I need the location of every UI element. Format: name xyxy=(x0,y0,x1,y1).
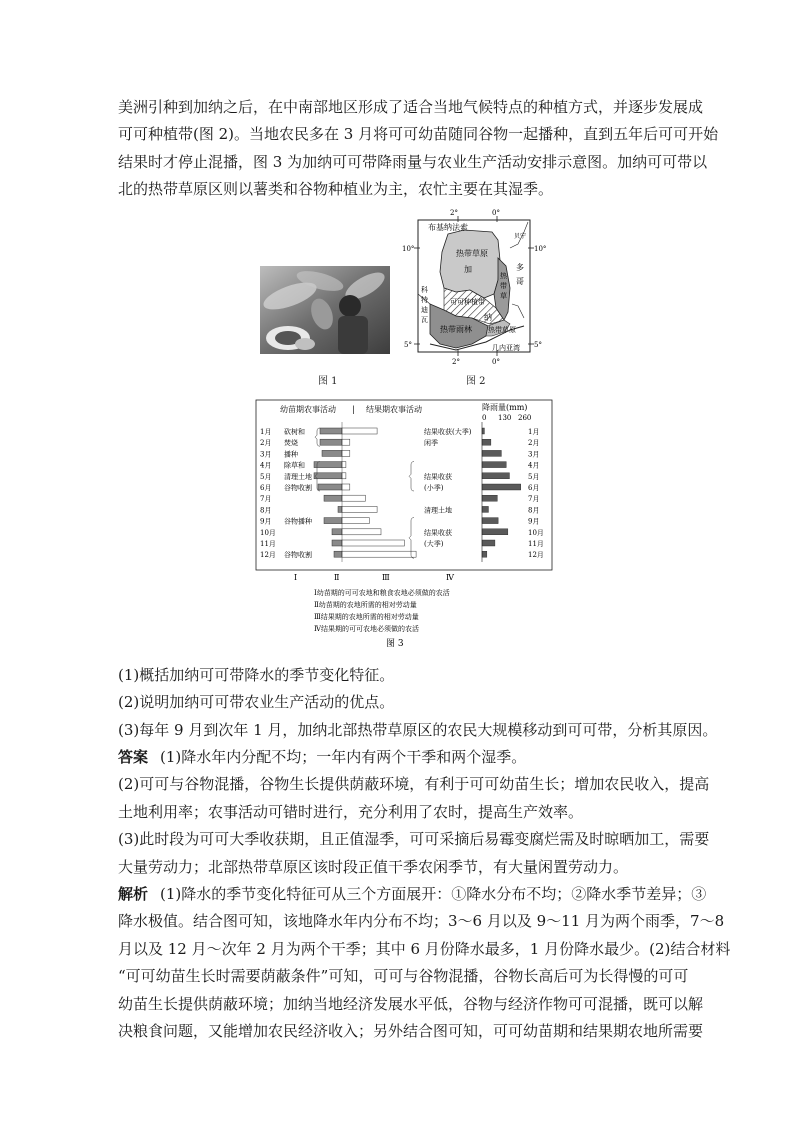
bar-fruiting-labor xyxy=(342,450,350,456)
intro-line: 美洲引种到加纳之后，在中南部地区形成了适合当地气候特点的种植方式，并逐步发展成 xyxy=(118,98,704,116)
bar-rainfall xyxy=(482,540,495,546)
lon-top-left: 2° xyxy=(450,209,458,217)
lon-bottom-left: 2° xyxy=(452,358,460,366)
seedling-activity-label: 清理土地 xyxy=(284,472,312,481)
fruiting-activity-label: 结果收获(大季) xyxy=(424,428,472,436)
lat-left-bottom: 5° xyxy=(404,341,412,349)
answer-line: 大量劳动力；北部热带草原区该时段正值干季农闲季节，有大量闲置劳动力。 xyxy=(118,857,629,876)
month-label-left: 10月 xyxy=(260,528,276,537)
month-label-right: 9月 xyxy=(528,517,540,526)
fruiting-activity-label: 结果收获 xyxy=(424,472,452,481)
lat-right-top: 10° xyxy=(534,245,547,253)
answer-keyword: 答案 xyxy=(118,748,149,766)
bar-rainfall xyxy=(482,439,491,445)
fruiting-activity-label: 清理土地 xyxy=(424,506,452,515)
farming-rainfall-chart xyxy=(254,398,554,648)
answer-line: (3)此时段为可可大季收获期，且正值湿季，可可采摘后易霉变腐烂需及时晾晒加工，需要 xyxy=(118,830,710,849)
answer-text: (1)降水年内分配不均；一年内有两个干季和两个湿季。 xyxy=(160,748,527,766)
label-cocoa-belt: 可可种植带 xyxy=(450,298,485,306)
bar-rainfall xyxy=(482,484,521,490)
month-label-left: 9月 xyxy=(260,517,272,526)
lon-bottom-right: 0° xyxy=(492,358,500,366)
figure-1-caption: 图 1 xyxy=(318,376,338,387)
month-label-right: 5月 xyxy=(528,472,540,481)
label-gulf: 几内亚湾 xyxy=(492,344,520,352)
figure-3-caption: 图 3 xyxy=(386,639,404,648)
month-label-left: 1月 xyxy=(260,428,272,436)
axis-label-3: Ⅲ xyxy=(382,573,390,582)
bar-rainfall xyxy=(482,551,487,557)
questions xyxy=(118,662,718,744)
month-label-right: 7月 xyxy=(528,495,540,504)
question-1: (1)概括加纳可可带降水的季节变化特征。 xyxy=(118,666,395,684)
figure-1-photo xyxy=(260,266,390,354)
chart-rows xyxy=(260,422,544,562)
intro-line: 可可种植带(图 2)。当地农民多在 3 月将可可幼苗随同谷物一起播种，直到五年后可可开始 xyxy=(118,125,719,144)
intro-line: 结果时才停止混播，图 3 为加纳可可带降雨量与农业生产活动安排示意图。加纳可可带以 xyxy=(118,152,708,171)
label-benin: 贝宁 xyxy=(514,233,527,240)
bar-seedling-labor xyxy=(338,506,342,512)
month-label-left: 5月 xyxy=(260,472,272,481)
cocoa-farmer-image xyxy=(260,266,390,354)
bar-seedling-labor xyxy=(324,518,342,524)
month-label-left: 6月 xyxy=(260,484,272,492)
bar-seedling-labor xyxy=(324,495,342,501)
label-civ-3: 迪 xyxy=(421,306,428,314)
bar-fruiting-labor xyxy=(342,540,404,546)
figure-2-caption: 图 2 xyxy=(466,376,486,387)
month-label-right: 4月 xyxy=(528,461,540,470)
rain-tick-0: 0 xyxy=(482,414,487,422)
bar-seedling-labor xyxy=(322,450,342,456)
label-civ-4: 瓦 xyxy=(421,316,428,324)
bar-seedling-labor xyxy=(314,473,342,479)
legend-1: Ⅰ幼苗期的可可农地和粮食农地必须做的农活 xyxy=(314,589,450,597)
bar-seedling-labor xyxy=(334,551,342,557)
brace xyxy=(409,462,414,491)
rain-tick-130: 130 xyxy=(498,414,512,422)
bar-fruiting-labor xyxy=(342,462,346,468)
month-label-left: 2月 xyxy=(260,439,272,448)
answer-line-1 xyxy=(118,744,688,771)
seedling-activity-label: 谷物播种 xyxy=(284,517,312,526)
bar-seedling-labor xyxy=(320,439,342,445)
bar-rainfall xyxy=(482,518,498,524)
bar-seedling-labor xyxy=(318,484,342,490)
answer-line: (2)可可与谷物混播，谷物生长提供荫蔽环境，有利于可可幼苗生长；增加农民收入，提高 xyxy=(118,775,710,794)
month-label-left: 11月 xyxy=(260,540,276,548)
fruiting-activity-label: 结果收获 xyxy=(424,528,452,537)
figure-2-map xyxy=(400,208,550,368)
seedling-activity-label: 谷物收割 xyxy=(284,484,312,492)
analysis-text: (1)降水的季节变化特征可从三个方面展开：①降水分布不均；②降水季节差异；③ xyxy=(160,885,707,903)
bar-fruiting-labor xyxy=(342,484,350,490)
month-label-left: 12月 xyxy=(260,551,276,560)
bar-seedling-labor xyxy=(320,428,342,434)
seedling-activity-label: 谷物收割 xyxy=(284,551,312,560)
label-civ-1: 科 xyxy=(421,286,428,294)
header-seedling: 幼苗期农事活动 xyxy=(280,405,336,414)
bar-fruiting-labor xyxy=(342,428,377,434)
bar-fruiting-labor xyxy=(342,473,346,479)
legend-3: Ⅲ结果期的农地所需的相对劳动量 xyxy=(314,613,419,621)
month-label-right: 1月 xyxy=(528,428,540,436)
seedling-activity-label: 除草和 xyxy=(284,461,305,470)
label-east-sav-1: 热 xyxy=(500,272,507,280)
axis-label-2: Ⅱ xyxy=(334,573,340,582)
answer-line: 土地利用率；农事活动可错时进行，充分利用了农时，提高生产效率。 xyxy=(118,802,584,821)
label-civ-2: 特 xyxy=(421,296,428,304)
label-grassland-east: 热带草原 xyxy=(488,326,516,334)
label-nu: 纳 xyxy=(484,313,492,322)
header-rainfall: 降雨量(mm) xyxy=(482,403,528,412)
seedling-activity-label: 砍树和 xyxy=(284,428,305,436)
answer-section xyxy=(118,744,710,881)
label-rainforest: 热带雨林 xyxy=(440,325,472,334)
analysis-line-1 xyxy=(118,881,707,908)
label-togo-top: 多 xyxy=(516,263,524,272)
bar-seedling-labor xyxy=(332,529,342,535)
header-sep: | xyxy=(352,405,355,414)
month-label-right: 2月 xyxy=(528,439,540,448)
label-savanna: 热带草原 xyxy=(456,249,488,258)
axis-label-1: Ⅰ xyxy=(294,573,298,582)
analysis-line: 幼苗生长提供荫蔽环境；加纳当地经济发展水平低，谷物与经济作物可可混播，既可以解 xyxy=(118,994,704,1013)
label-togo-bottom: 哥 xyxy=(516,277,524,286)
bar-rainfall xyxy=(482,473,509,479)
bar-fruiting-labor xyxy=(342,495,365,501)
intro-line: 北的热带草原区则以薯类和谷物种植业为主，农忙主要在其湿季。 xyxy=(118,180,554,199)
bar-rainfall xyxy=(482,450,501,456)
bar-rainfall xyxy=(482,462,506,468)
month-label-left: 8月 xyxy=(260,506,272,515)
bar-seedling-labor xyxy=(314,462,342,468)
bar-rainfall xyxy=(482,529,508,535)
seedling-activity-label: 播种 xyxy=(284,450,298,459)
bar-rainfall xyxy=(482,495,497,501)
fruiting-activity-label: 闲季 xyxy=(424,439,438,448)
month-label-right: 6月 xyxy=(528,484,540,492)
month-label-right: 10月 xyxy=(528,528,544,537)
axis-label-4: Ⅳ xyxy=(446,573,454,582)
fruiting-activity-label: (小季) xyxy=(424,484,444,492)
figure-3-chart xyxy=(254,398,554,648)
bar-fruiting-labor xyxy=(342,439,350,445)
analysis-line: 决粮食问题，又能增加农民经济收入；另外结合图可知，可可幼苗期和结果期农地所需要 xyxy=(118,1022,704,1041)
label-burkina: 布基纳法索 xyxy=(428,223,468,232)
question-2: (2)说明加纳可可带农业生产活动的优点。 xyxy=(118,693,395,712)
fruiting-activity-label: (大季) xyxy=(424,540,444,548)
bar-fruiting-labor xyxy=(342,529,381,535)
legend-4: Ⅳ结果期的可可农地必须做的农活 xyxy=(314,625,419,633)
lat-left-top: 10° xyxy=(402,245,415,253)
label-east-sav-3: 草 xyxy=(500,292,507,300)
month-label-right: 12月 xyxy=(528,551,544,560)
analysis-line: 降水极值。结合图可知，该地降水年内分布不均；3～6 月以及 9～11 月为两个雨季，7～8 xyxy=(118,912,725,931)
label-ghana: 加 xyxy=(464,265,472,274)
brace xyxy=(315,428,320,446)
analysis-section xyxy=(118,881,731,1045)
month-label-right: 8月 xyxy=(528,506,540,515)
seedling-activity-label: 焚烧 xyxy=(284,439,298,448)
lon-top-right: 0° xyxy=(492,209,500,217)
bar-fruiting-labor xyxy=(342,518,369,524)
month-label-right: 11月 xyxy=(528,540,544,548)
bar-rainfall xyxy=(482,506,488,512)
analysis-line: “可可幼苗生长时需要荫蔽条件”可知，可可与谷物混播，谷物长高后可为长得慢的可可 xyxy=(118,967,689,986)
month-label-left: 7月 xyxy=(260,495,272,504)
month-label-left: 4月 xyxy=(260,461,272,470)
lat-right-bottom: 5° xyxy=(534,341,542,349)
analysis-keyword: 解析 xyxy=(118,885,149,903)
month-label-right: 3月 xyxy=(528,450,540,459)
bar-rainfall xyxy=(482,428,484,434)
bar-seedling-labor xyxy=(332,540,342,546)
rain-tick-260: 260 xyxy=(518,414,532,422)
month-label-left: 3月 xyxy=(260,450,272,459)
intro-paragraph xyxy=(118,94,719,204)
bar-fruiting-labor xyxy=(342,551,416,557)
label-east-sav-2: 带 xyxy=(500,282,507,290)
question-3: (3)每年 9 月到次年 1 月，加纳北部热带草原区的农民大规模移动到可可带，分析其原因。 xyxy=(118,720,718,739)
bar-fruiting-labor xyxy=(342,506,377,512)
legend-2: Ⅱ幼苗期的农地所需的相对劳动量 xyxy=(314,601,417,609)
analysis-line: 月以及 12 月～次年 2 月为两个干季；其中 6 月份降水最多，1 月份降水最少。(2)结合材料 xyxy=(118,939,731,958)
ghana-map xyxy=(400,208,550,368)
header-fruiting: 结果期农事活动 xyxy=(366,405,422,414)
